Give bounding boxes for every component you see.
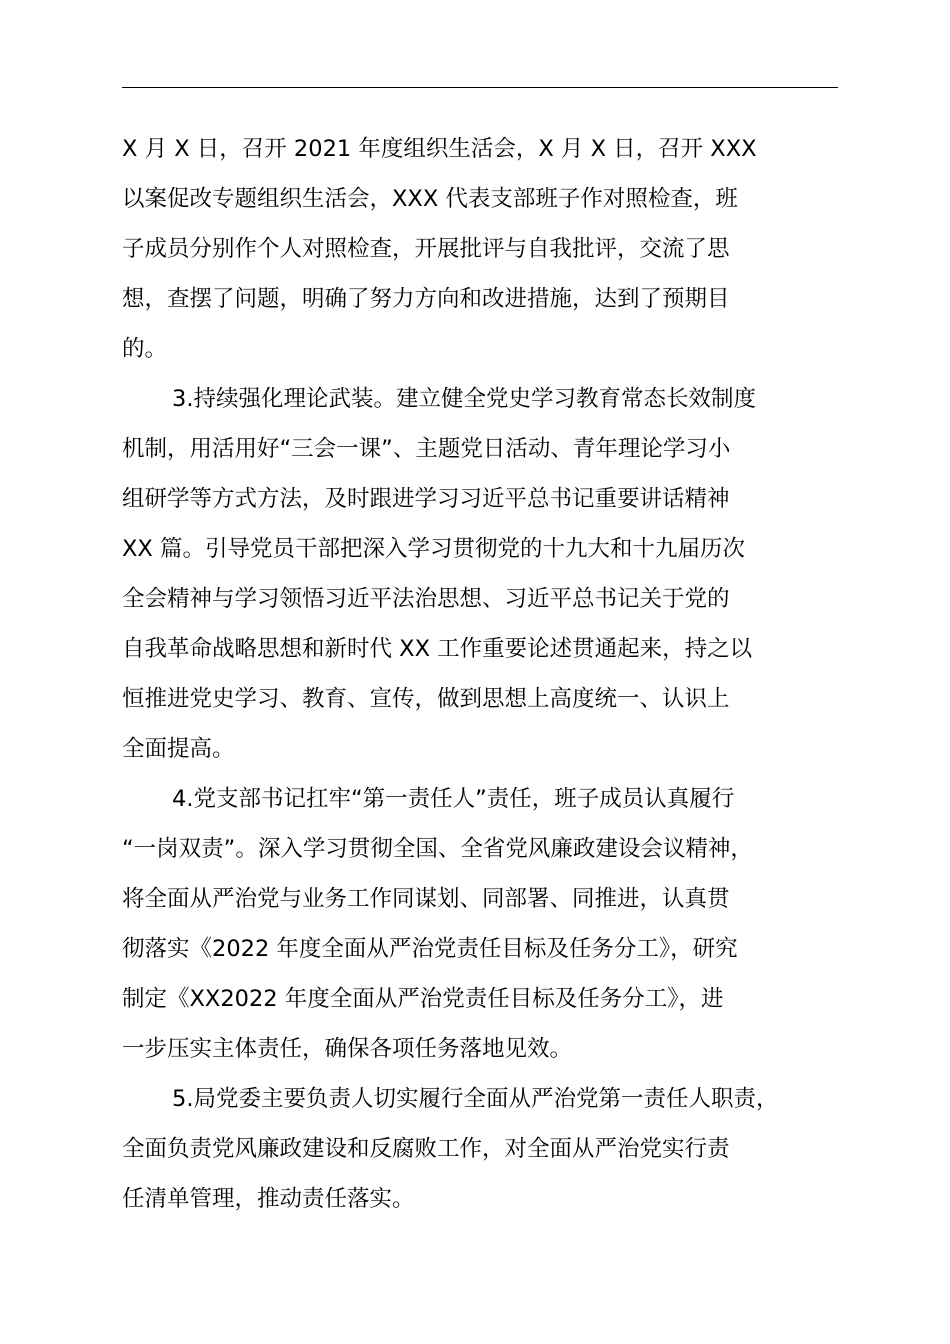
paragraph-3-line-3: 组研学等方式方法，及时跟进学习习近平总书记重要讲话精神 bbox=[122, 486, 730, 512]
paragraph-1-line-1: X 月 X 日，召开 2021 年度组织生活会，X 月 X 日，召开 XXX bbox=[122, 136, 757, 162]
paragraph-3-line-4: XX 篇。引导党员干部把深入学习贯彻党的十九大和十九届历次 bbox=[122, 536, 745, 562]
paragraph-1-line-4: 想，查摆了问题，明确了努力方向和改进措施，达到了预期目 bbox=[122, 286, 730, 312]
paragraph-3-line-8: 全面提高。 bbox=[122, 736, 235, 762]
header-rule bbox=[122, 87, 838, 88]
paragraph-4-line-3: 将全面从严治党与业务工作同谋划、同部署、同推进，认真贯 bbox=[122, 886, 730, 912]
paragraph-1-line-5: 的。 bbox=[122, 336, 168, 362]
paragraph-1-line-3: 子成员分别作个人对照检查，开展批评与自我批评，交流了思 bbox=[122, 236, 730, 262]
paragraph-3-line-6: 自我革命战略思想和新时代 XX 工作重要论述贯通起来，持之以 bbox=[122, 636, 753, 662]
paragraph-5-line-2: 全面负责党风廉政建设和反腐败工作，对全面从严治党实行责 bbox=[122, 1136, 730, 1162]
paragraph-3-line-7: 恒推进党史学习、教育、宣传，做到思想上高度统一、认识上 bbox=[122, 686, 730, 712]
paragraph-4-line-2: “一岗双责”。深入学习贯彻全国、全省党风廉政建设会议精神， bbox=[122, 836, 753, 862]
paragraph-3-line-5: 全会精神与学习领悟习近平法治思想、习近平总书记关于党的 bbox=[122, 586, 730, 612]
paragraph-1-line-2: 以案促改专题组织生活会，XXX 代表支部班子作对照检查，班 bbox=[122, 186, 738, 212]
paragraph-5-line-1: 5.局党委主要负责人切实履行全面从严治党第一责任人职责， bbox=[172, 1086, 779, 1112]
paragraph-4-line-6: 一步压实主体责任，确保各项任务落地见效。 bbox=[122, 1036, 573, 1062]
paragraph-4-line-1: 4.党支部书记扛牢“第一责任人”责任，班子成员认真履行 bbox=[172, 786, 735, 812]
paragraph-3-line-1: 3.持续强化理论武装。建立健全党史学习教育常态长效制度 bbox=[172, 386, 756, 412]
paragraph-4-line-5: 制定《XX2022 年度全面从严治党责任目标及任务分工》，进 bbox=[122, 986, 724, 1012]
paragraph-5-line-3: 任清单管理，推动责任落实。 bbox=[122, 1186, 415, 1212]
paragraph-4-line-4: 彻落实《2022 年度全面从严治党责任目标及任务分工》，研究 bbox=[122, 936, 738, 962]
paragraph-3-line-2: 机制，用活用好“三会一课”、主题党日活动、青年理论学习小 bbox=[122, 436, 731, 462]
